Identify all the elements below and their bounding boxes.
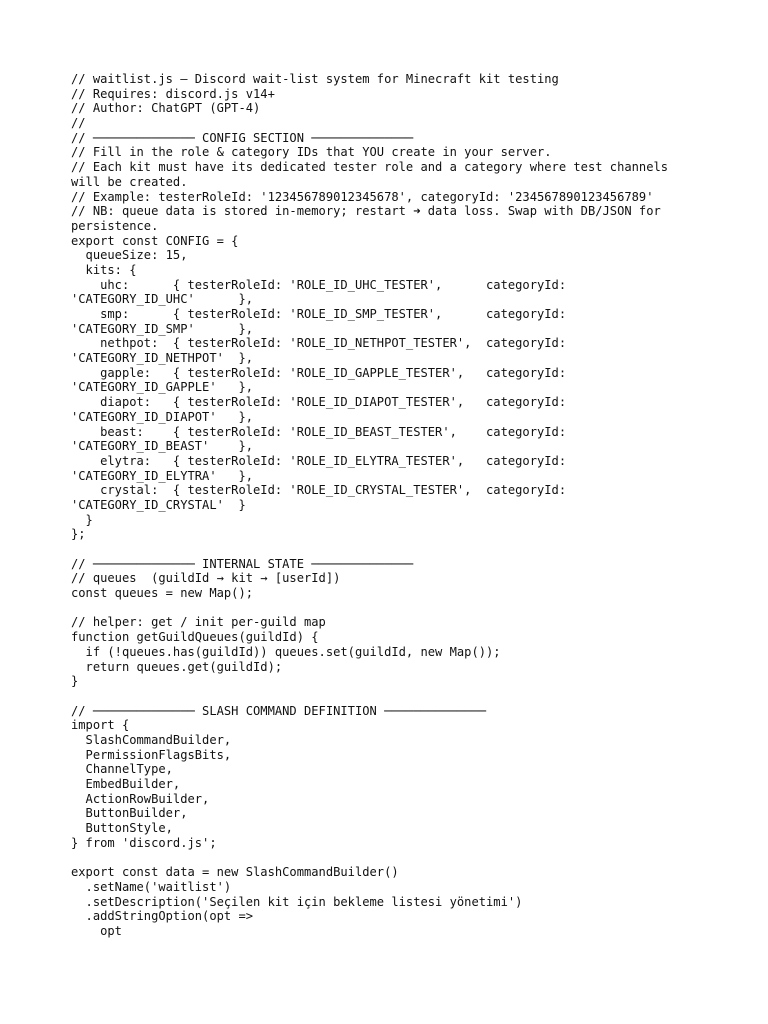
code-line: // ────────────── INTERNAL STATE ────────────── xyxy=(71,556,414,571)
code-line: export const CONFIG = { xyxy=(71,233,239,248)
code-line: // queues (guildId → kit → [userId]) xyxy=(71,571,341,586)
blank-line xyxy=(71,542,711,557)
blank-line xyxy=(71,689,711,704)
code-line: 'CATEGORY_ID_CRYSTAL' } xyxy=(71,497,246,512)
code-line: const queues = new Map(); xyxy=(71,586,254,601)
code-page xyxy=(71,72,711,939)
code-line: export const data = new SlashCommandBuilder() xyxy=(71,865,399,880)
code-line: 'CATEGORY_ID_ELYTRA' }, xyxy=(71,468,254,483)
code-line: // Each kit must have its dedicated tester role and a category where test channels xyxy=(71,160,669,175)
code-line: ButtonBuilder, xyxy=(71,806,188,821)
code-line: // ────────────── SLASH COMMAND DEFINITION ────────────── xyxy=(71,703,487,718)
code-line: ChannelType, xyxy=(71,762,173,777)
code-line: kits: { xyxy=(71,262,137,277)
code-line: EmbedBuilder, xyxy=(71,777,181,791)
code-line: // Example: testerRoleId: '123456789012345678', categoryId: '234567890123456789' xyxy=(71,189,654,204)
code-line: 'CATEGORY_ID_NETHPOT' }, xyxy=(71,351,254,366)
code-line: function getGuildQueues(guildId) { xyxy=(71,630,319,645)
code-line: .setDescription('Seçilen kit için bekleme listesi yönetimi') xyxy=(71,894,523,909)
code-line: import { xyxy=(71,718,130,733)
code-line: .setName('waitlist') xyxy=(71,879,232,894)
code-line: ActionRowBuilder, xyxy=(71,791,210,806)
code-line: SlashCommandBuilder, xyxy=(71,732,232,747)
code-line: crystal: { testerRoleId: 'ROLE_ID_CRYSTAL_TESTER', categoryId: xyxy=(71,483,567,498)
code-line: smp: { testerRoleId: 'ROLE_ID_SMP_TESTER', categoryId: xyxy=(71,307,567,321)
code-line: .addStringOption(opt => xyxy=(71,909,254,924)
code-line: 'CATEGORY_ID_UHC' }, xyxy=(71,292,254,307)
code-line: // waitlist.js — Discord wait-list system for Minecraft kit testing xyxy=(71,72,559,86)
code-line: queueSize: 15, xyxy=(71,248,188,263)
code-line: // Fill in the role & category IDs that YOU create in your server. xyxy=(71,145,552,160)
blank-line xyxy=(71,601,711,616)
code-line: 'CATEGORY_ID_DIAPOT' }, xyxy=(71,409,254,424)
code-line: diapot: { testerRoleId: 'ROLE_ID_DIAPOT_TESTER', categoryId: xyxy=(71,395,567,410)
code-line: } xyxy=(71,674,79,689)
code-line: // xyxy=(71,116,86,131)
code-line: nethpot: { testerRoleId: 'ROLE_ID_NETHPOT_TESTER', categoryId: xyxy=(71,336,567,351)
code-line: 'CATEGORY_ID_SMP' }, xyxy=(71,321,254,336)
code-line: // NB: queue data is stored in-memory; restart ➜ data loss. Swap with DB/JSON for xyxy=(71,204,661,219)
code-line: PermissionFlagsBits, xyxy=(71,747,232,762)
code-line: 'CATEGORY_ID_GAPPLE' }, xyxy=(71,380,254,395)
code-line: gapple: { testerRoleId: 'ROLE_ID_GAPPLE_TESTER', categoryId: xyxy=(71,365,567,380)
code-line: persistence. xyxy=(71,218,159,233)
code-line: uhc: { testerRoleId: 'ROLE_ID_UHC_TESTER', categoryId: xyxy=(71,277,567,292)
code-line: // helper: get / init per-guild map xyxy=(71,615,326,630)
code-line: // ────────────── CONFIG SECTION ────────────── xyxy=(71,130,414,145)
code-line: opt xyxy=(71,923,122,938)
code-line: // Author: ChatGPT (GPT-4) xyxy=(71,101,261,116)
code-line: // Requires: discord.js v14+ xyxy=(71,86,275,101)
code-line: elytra: { testerRoleId: 'ROLE_ID_ELYTRA_TESTER', categoryId: xyxy=(71,453,567,468)
code-line: } xyxy=(71,512,93,527)
code-line: will be created. xyxy=(71,174,188,189)
code-line: if (!queues.has(guildId)) queues.set(guildId, new Map()); xyxy=(71,644,501,659)
code-line: return queues.get(guildId); xyxy=(71,659,283,674)
code-line: ButtonStyle, xyxy=(71,821,173,836)
code-line: beast: { testerRoleId: 'ROLE_ID_BEAST_TESTER', categoryId: xyxy=(71,424,567,439)
code-line: } from 'discord.js'; xyxy=(71,835,217,850)
code-listing xyxy=(71,72,711,939)
code-line: }; xyxy=(71,527,86,542)
code-line: 'CATEGORY_ID_BEAST' }, xyxy=(71,439,254,454)
blank-line xyxy=(71,850,711,865)
